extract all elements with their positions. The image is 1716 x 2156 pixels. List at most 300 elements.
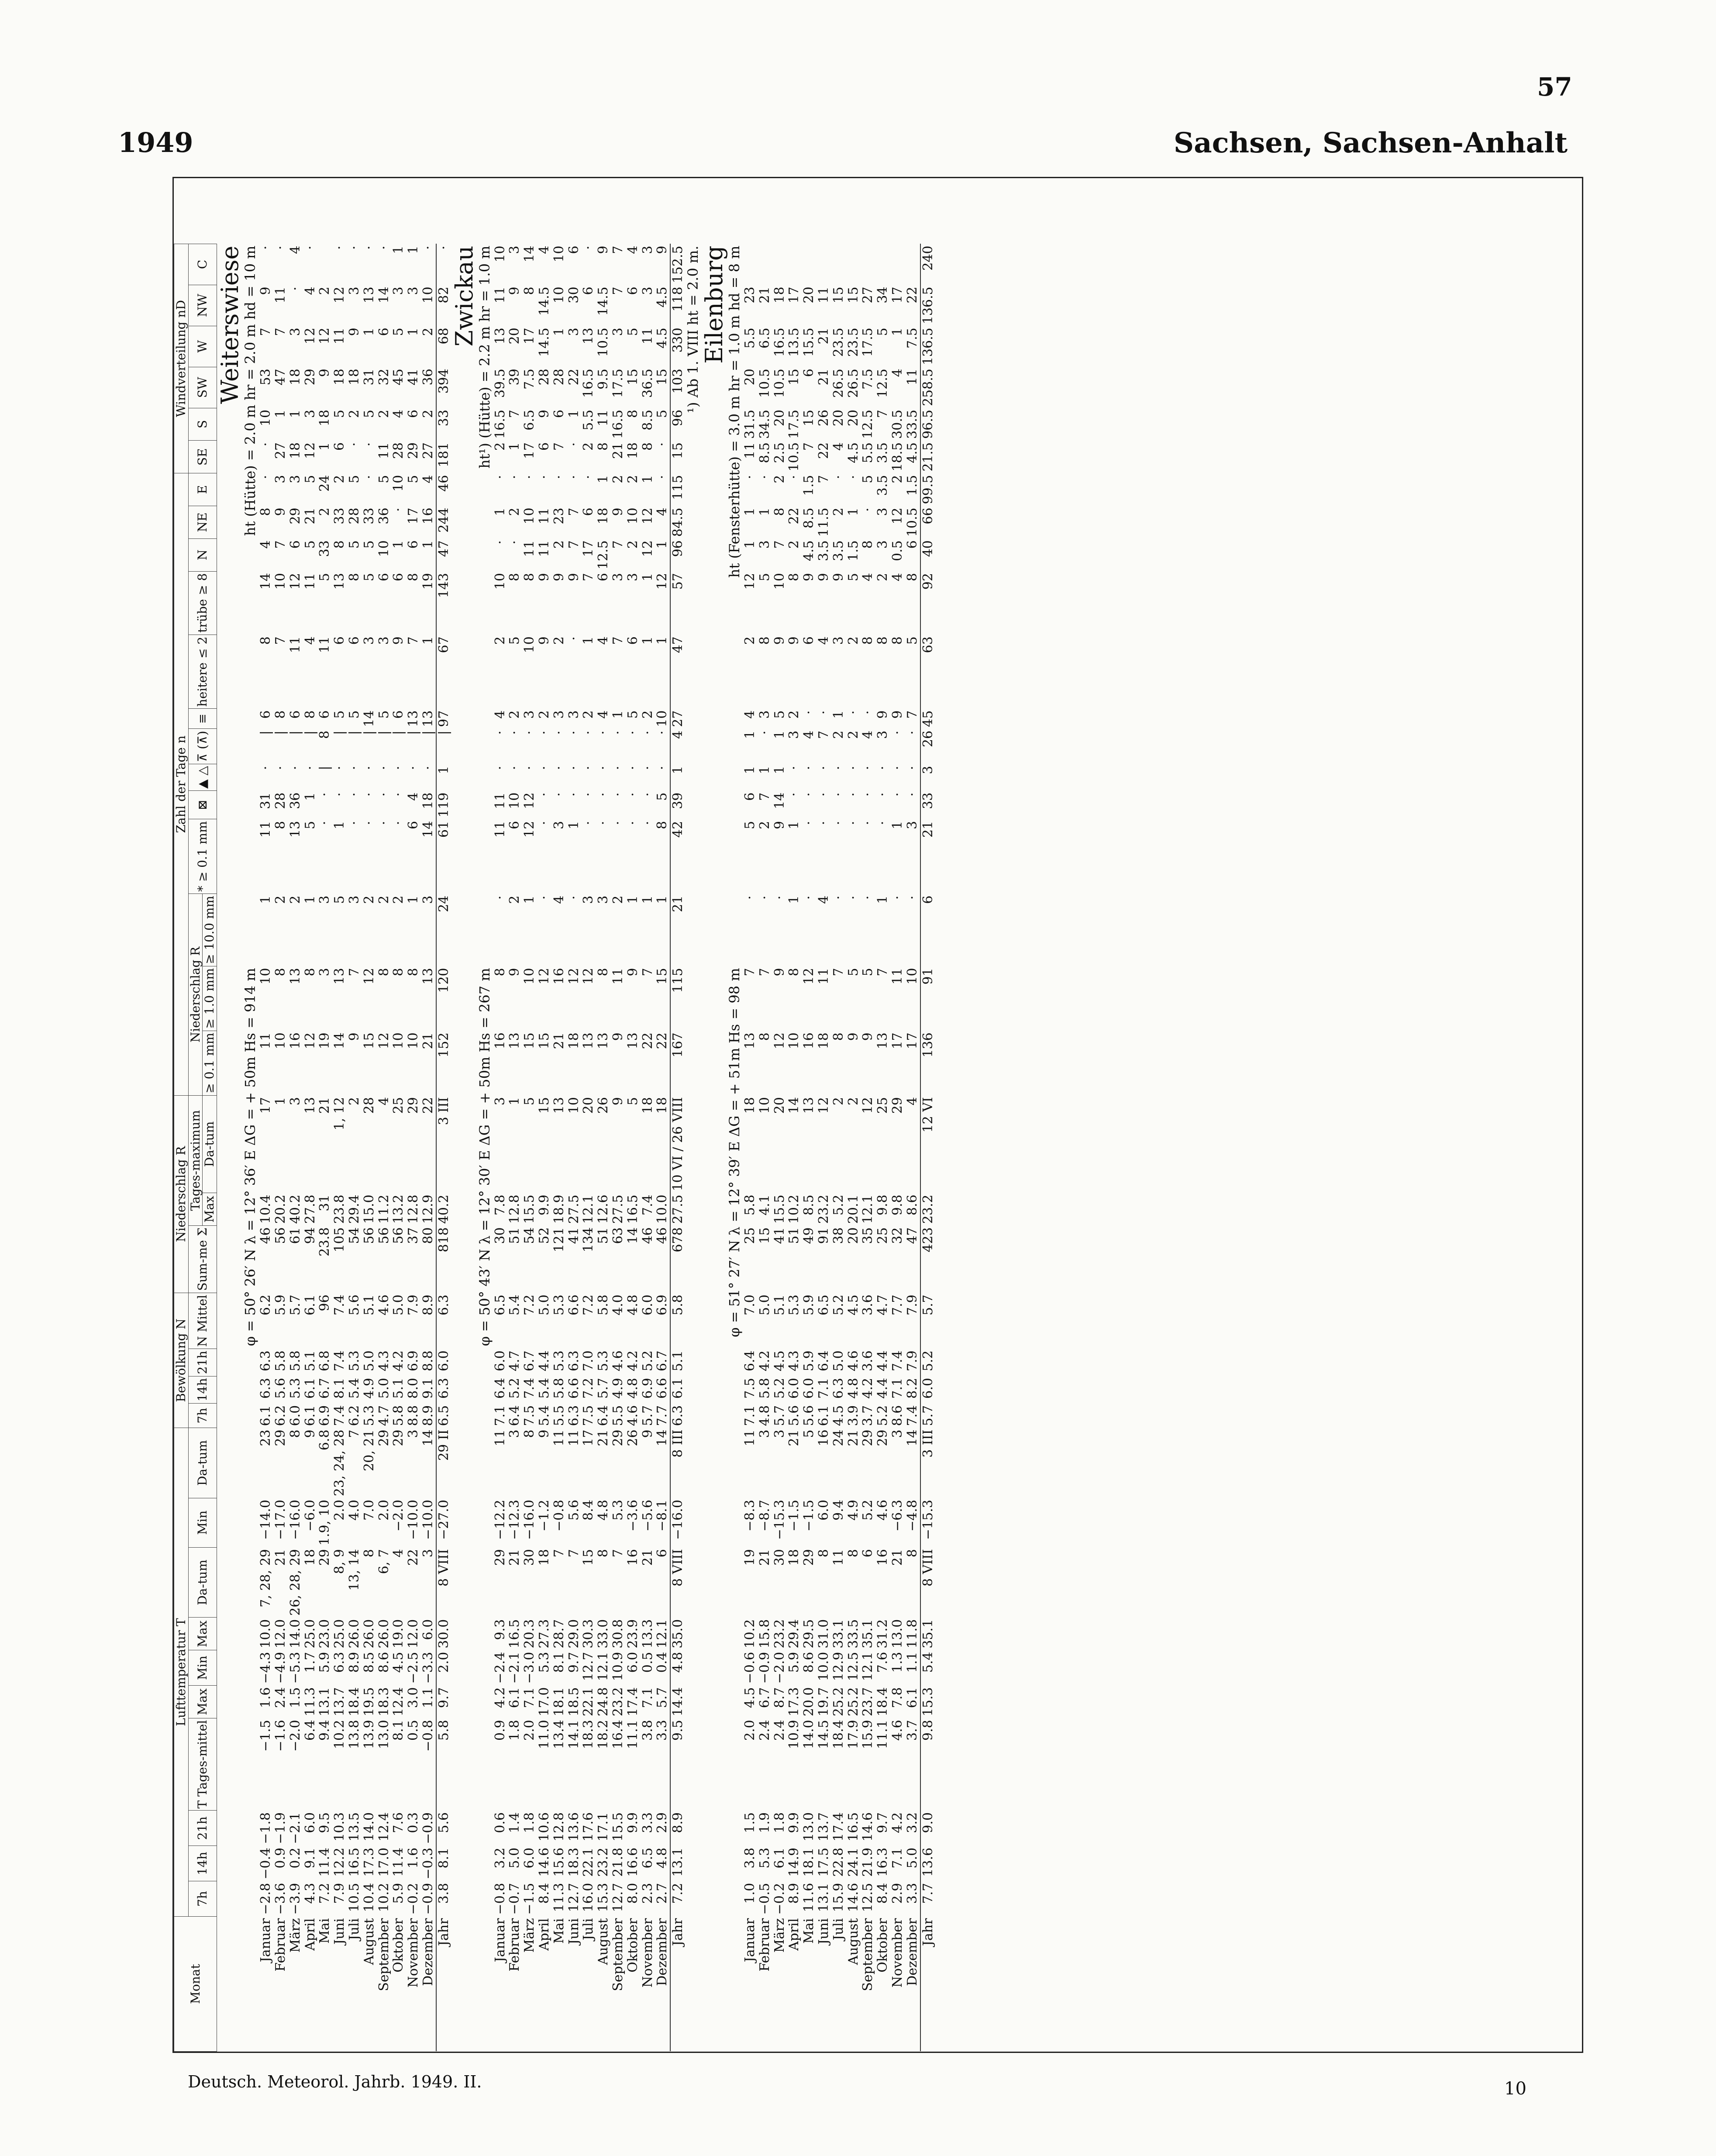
- table-cell: 16: [420, 507, 436, 524]
- table-cell: ·: [786, 792, 802, 797]
- table-cell: 13: [551, 1097, 567, 1114]
- station-params: φ = 50° 43′ N λ = 12° 30′ E ΔG = + 50m Hs = 267 m: [476, 968, 493, 1346]
- table-cell: 29: [391, 1429, 407, 1446]
- table-cell: 4: [830, 442, 846, 451]
- table-cell: 5.1: [361, 1294, 377, 1316]
- table-cell: 4.5: [845, 442, 861, 463]
- col-n21: 21h: [188, 1349, 217, 1376]
- table-cell: 5.0: [361, 1350, 377, 1372]
- table-cell: 2: [610, 475, 626, 483]
- table-cell: −15.3: [772, 1500, 787, 1540]
- table-row: [655, 244, 670, 2051]
- table-cell: 3: [551, 710, 567, 719]
- table-cell: 26, 28, 29: [287, 1549, 303, 1616]
- table-cell: 20: [772, 410, 787, 427]
- table-cell: |: [391, 730, 407, 735]
- month-label: April: [537, 1918, 552, 1951]
- table-cell: 181: [436, 441, 451, 473]
- table-cell: 4.3: [786, 1350, 802, 1372]
- table-cell: 12 VI: [920, 1095, 936, 1193]
- table-cell: −17.0: [272, 1500, 288, 1540]
- table-cell: 2: [845, 636, 861, 645]
- table-cell: 8.9: [420, 1405, 436, 1426]
- table-cell: 14: [332, 1032, 348, 1049]
- table-cell: 2.0: [376, 1500, 392, 1521]
- table-cell: 0.6: [492, 1812, 508, 1833]
- table-cell: |: [258, 730, 274, 735]
- table-cell: 5: [860, 968, 876, 976]
- table-cell: 11: [610, 968, 626, 985]
- table-cell: ·: [537, 821, 552, 825]
- table-cell: 4.5: [742, 1687, 758, 1708]
- table-cell: 3: [420, 1549, 436, 1558]
- table-cell: 5: [302, 540, 318, 549]
- table-cell: 13.6: [566, 1812, 582, 1842]
- table-cell: 10: [522, 636, 538, 653]
- table-cell: 6.8: [317, 1350, 333, 1372]
- table-cell: 10.2: [786, 1194, 802, 1224]
- group-wind: [174, 244, 189, 473]
- table-cell: 17.5: [610, 369, 626, 398]
- table-cell: ·: [346, 245, 362, 250]
- table-cell: 1: [742, 766, 758, 774]
- table-cell: ·: [890, 895, 906, 900]
- table-cell: 3.8: [640, 1720, 655, 1741]
- table-cell: 8: [272, 968, 288, 976]
- table-row: [875, 244, 890, 2051]
- table-cell: 1: [391, 540, 407, 549]
- table-cell: 17: [890, 286, 906, 304]
- table-cell: 4.6: [875, 1500, 891, 1521]
- table-cell: 4.4: [875, 1350, 891, 1372]
- table-cell: 15.9: [860, 1720, 876, 1749]
- table-cell: 37: [406, 1227, 421, 1244]
- table-cell: 3.2: [492, 1847, 508, 1869]
- table-cell: 21.5: [920, 441, 936, 473]
- table-cell: ·: [860, 895, 876, 900]
- table-cell: 10: [391, 475, 407, 492]
- section-title: Zwickau: [450, 245, 478, 347]
- month-label: Dezember: [655, 1918, 670, 1986]
- table-cell: 26: [920, 729, 936, 764]
- table-cell: ·: [655, 730, 670, 735]
- table-cell: −14.0: [258, 1500, 274, 1540]
- table-cell: 40: [920, 538, 936, 571]
- table-cell: −1.2: [537, 1500, 552, 1532]
- table-cell: 8: [596, 1549, 611, 1558]
- table-cell: 12: [801, 968, 817, 985]
- table-cell: 18: [655, 1097, 670, 1114]
- table-cell: 13: [581, 328, 596, 345]
- table-cell: 27: [670, 709, 686, 729]
- table-cell: 7: [507, 410, 523, 418]
- table-cell: 24: [436, 894, 451, 966]
- table-cell: 13: [287, 821, 303, 838]
- table-cell: 25: [742, 1227, 758, 1244]
- table-cell: 6: [376, 573, 392, 582]
- table-cell: 9: [610, 1097, 626, 1106]
- table-cell: 4: [420, 475, 436, 483]
- table-cell: 6.4: [816, 1350, 832, 1372]
- table-cell: 5.2: [875, 1405, 891, 1426]
- table-cell: 7.1: [522, 1687, 538, 1708]
- table-cell: 39: [670, 791, 686, 819]
- table-cell: 18: [420, 792, 436, 809]
- table-cell: 10.6: [537, 1812, 552, 1842]
- table-cell: 7.2: [522, 1294, 538, 1316]
- table-cell: 12.5: [860, 1883, 876, 1912]
- table-cell: 6: [742, 792, 758, 801]
- table-cell: 21: [272, 1549, 288, 1566]
- table-cell: 7: [581, 573, 596, 582]
- table-cell: 3.7: [904, 1720, 920, 1741]
- table-cell: 6: [904, 540, 920, 549]
- table-cell: 15: [581, 1549, 596, 1566]
- table-cell: ·: [860, 766, 876, 770]
- table-row: [317, 244, 332, 2051]
- table-cell: ·: [625, 730, 641, 735]
- table-cell: 1.1: [420, 1687, 436, 1708]
- table-cell: 14.4: [670, 1685, 686, 1718]
- table-cell: 3: [507, 245, 523, 254]
- table-cell: 0.5: [890, 540, 906, 561]
- table-cell: 7.2: [670, 1881, 686, 1917]
- table-cell: 16.5: [492, 410, 508, 439]
- col-tmax-max: Max: [203, 1193, 217, 1226]
- table-cell: ·: [492, 475, 508, 479]
- table-cell: 2.0: [742, 1720, 758, 1741]
- table-cell: 30: [492, 1227, 508, 1244]
- table-cell: 105: [332, 1227, 348, 1252]
- table-cell: 3.5: [816, 540, 832, 561]
- table-cell: ·: [391, 821, 407, 825]
- table-cell: 118: [670, 285, 686, 326]
- table-cell: 14.5: [537, 328, 552, 357]
- table-cell: 5.5: [551, 1405, 567, 1426]
- table-cell: 11: [742, 442, 758, 459]
- table-cell: 28: [551, 369, 567, 386]
- table-cell: 9.9: [625, 1812, 641, 1833]
- month-label: September: [376, 1918, 392, 1991]
- table-cell: 12: [816, 1097, 832, 1114]
- table-cell: 13: [492, 328, 508, 345]
- table-cell: 10: [391, 1032, 407, 1049]
- table-cell: 14: [655, 1429, 670, 1446]
- table-cell: 15: [655, 369, 670, 386]
- table-cell: 5.3: [757, 1847, 772, 1869]
- col-tmax-datum: Da-tum: [203, 1095, 217, 1193]
- table-cell: 11: [492, 1429, 508, 1446]
- table-cell: 21: [757, 1549, 772, 1566]
- table-cell: 2: [772, 475, 787, 483]
- table-cell: 11: [566, 1429, 582, 1446]
- table-cell: 5.6: [566, 1500, 582, 1521]
- table-cell: −0.9: [757, 1652, 772, 1684]
- table-cell: ·: [830, 475, 846, 479]
- table-cell: 8.7: [772, 1687, 787, 1708]
- table-row: [391, 244, 406, 2051]
- table-cell: 8: [317, 730, 333, 739]
- table-cell: 3: [610, 573, 626, 582]
- table-cell: 3: [522, 710, 538, 719]
- col-h7: 7h: [188, 1881, 217, 1917]
- table-cell: −0.9: [420, 1812, 436, 1844]
- table-cell: 9: [537, 573, 552, 582]
- table-cell: 6: [625, 636, 641, 645]
- table-cell: 4: [551, 895, 567, 904]
- table-cell: 46: [436, 473, 451, 506]
- table-cell: ·: [596, 821, 611, 825]
- table-cell: 7: [406, 636, 421, 645]
- table-cell: 5.3: [786, 1294, 802, 1316]
- table-cell: 5.3: [287, 1378, 303, 1399]
- table-cell: 33.5: [904, 410, 920, 439]
- table-cell: ·: [757, 895, 772, 900]
- table-cell: 12.9: [420, 1194, 436, 1224]
- table-cell: 9: [875, 710, 891, 719]
- table-cell: 11.3: [302, 1687, 318, 1717]
- table-cell: 12.8: [406, 1194, 421, 1224]
- table-cell: 31: [361, 369, 377, 386]
- table-cell: 14: [904, 1429, 920, 1446]
- table-cell: 6: [507, 821, 523, 829]
- table-cell: 8: [596, 442, 611, 451]
- table-cell: 1.5: [904, 475, 920, 496]
- table-cell: 10.4: [258, 1194, 274, 1224]
- table-cell: 14: [625, 1227, 641, 1244]
- table-cell: 1.7: [302, 1652, 318, 1673]
- table-cell: 11: [551, 1429, 567, 1446]
- table-cell: 7.6: [391, 1812, 407, 1833]
- table-cell: 1.5: [742, 1812, 758, 1833]
- table-cell: 45: [391, 369, 407, 386]
- table-cell: 6: [920, 894, 936, 966]
- table-cell: 6.5: [640, 1847, 655, 1869]
- table-cell: ·: [566, 766, 582, 770]
- table-cell: 13: [581, 1032, 596, 1049]
- table-cell: 12.4: [376, 1812, 392, 1842]
- table-cell: 10.2: [742, 1619, 758, 1649]
- table-cell: 17: [258, 1097, 274, 1114]
- table-cell: 1.5: [845, 540, 861, 561]
- table-cell: 15: [786, 369, 802, 386]
- table-cell: 7.5: [742, 1378, 758, 1399]
- table-cell: 18: [287, 369, 303, 386]
- table-cell: 1.8: [522, 1812, 538, 1833]
- group-nied-label: Niederschlag: [174, 1159, 188, 1242]
- table-cell: 20.3: [522, 1619, 538, 1649]
- table-cell: 33: [436, 408, 451, 441]
- table-cell: 8.0: [625, 1883, 641, 1904]
- table-cell: ·: [376, 245, 392, 250]
- table-cell: 19: [317, 1032, 333, 1049]
- table-cell: ·: [332, 245, 348, 250]
- table-cell: 18: [772, 286, 787, 304]
- table-cell: 5: [625, 328, 641, 336]
- table-cell: 14: [361, 710, 377, 727]
- table-cell: ·: [640, 821, 655, 825]
- table-cell: 7.0: [361, 1500, 377, 1521]
- table-cell: 7: [272, 328, 288, 336]
- table-cell: 4.6: [845, 1350, 861, 1372]
- table-row: [817, 244, 831, 2051]
- month-label: Februar: [507, 1918, 523, 1972]
- table-cell: 15: [361, 1032, 377, 1049]
- table-cell: 1: [786, 821, 802, 829]
- table-cell: 9: [860, 1032, 876, 1041]
- table-cell: 12.0: [406, 1619, 421, 1649]
- table-cell: 18.3: [376, 1687, 392, 1717]
- table-cell: 5.9: [272, 1294, 288, 1316]
- table-cell: 5.4: [507, 1294, 523, 1316]
- table-cell: 1: [566, 410, 582, 418]
- table-cell: 6.3: [258, 1378, 274, 1399]
- table-cell: 26.5: [830, 369, 846, 398]
- table-cell: 330: [670, 326, 686, 367]
- table-cell: 5.1: [302, 1350, 318, 1372]
- table-cell: −8.3: [742, 1500, 758, 1532]
- table-cell: 5.0: [830, 1350, 846, 1372]
- table-cell: 47: [904, 1227, 920, 1244]
- table-cell: 4: [742, 710, 758, 719]
- table-cell: 10.5: [757, 369, 772, 398]
- table-cell: 13: [596, 1032, 611, 1049]
- table-cell: 96: [317, 1294, 333, 1311]
- table-cell: 10.2: [332, 1720, 348, 1749]
- table-cell: 8: [287, 1429, 303, 1438]
- table-cell: 6.0: [302, 1812, 318, 1833]
- table-cell: 8: [860, 540, 876, 549]
- table-cell: 13: [625, 1032, 641, 1049]
- table-cell: 9: [346, 328, 362, 336]
- table-cell: 1: [272, 410, 288, 418]
- table-cell: |: [376, 730, 392, 735]
- table-cell: 5: [361, 410, 377, 418]
- table-cell: 19: [420, 573, 436, 590]
- table-cell: 21: [786, 1429, 802, 1446]
- table-cell: 12: [302, 1032, 318, 1049]
- table-cell: 11: [492, 821, 508, 838]
- table-cell: 5.5: [860, 442, 876, 463]
- footer-sheet: 10: [1504, 2079, 1526, 2099]
- table-cell: 31: [258, 792, 274, 809]
- table-cell: 2: [287, 895, 303, 904]
- section-title: Weiterswiese: [216, 245, 244, 404]
- table-cell: 7.1: [742, 1405, 758, 1426]
- table-cell: 1: [507, 1097, 523, 1106]
- table-cell: 8: [302, 710, 318, 719]
- table-cell: ·: [566, 636, 582, 641]
- table-cell: 7.4: [890, 1350, 906, 1372]
- table-cell: 23.2: [816, 1194, 832, 1224]
- table-cell: 26.0: [361, 1619, 377, 1649]
- table-cell: 7.8: [492, 1194, 508, 1216]
- table-cell: 23.2: [596, 1847, 611, 1877]
- table-cell: 10.5: [596, 328, 611, 357]
- table-cell: 8.1: [391, 1720, 407, 1741]
- table-cell: 7: [258, 328, 274, 336]
- table-cell: 17.5: [860, 328, 876, 357]
- table-cell: ·: [551, 792, 567, 797]
- table-cell: ·: [346, 442, 362, 447]
- table-cell: 3: [875, 730, 891, 739]
- table-cell: 8: [904, 573, 920, 582]
- table-cell: ·: [860, 792, 876, 797]
- table-cell: 22: [640, 1032, 655, 1049]
- table-cell: 5: [655, 410, 670, 418]
- table-cell: 2: [361, 895, 377, 904]
- table-cell: 5: [376, 710, 392, 719]
- table-cell: 6: [258, 710, 274, 719]
- table-cell: 13: [420, 710, 436, 727]
- table-cell: 14.0: [361, 1812, 377, 1842]
- table-cell: 1: [581, 636, 596, 645]
- table-cell: 3: [890, 1429, 906, 1438]
- table-cell: 4.9: [610, 1378, 626, 1399]
- table-cell: 8: [816, 1549, 832, 1558]
- table-cell: 15: [625, 369, 641, 386]
- table-cell: 1: [757, 766, 772, 774]
- table-cell: 15: [537, 1097, 552, 1114]
- table-cell: −1.5: [258, 1720, 274, 1752]
- table-cell: −10.0: [406, 1500, 421, 1540]
- table-cell: 9.0: [920, 1811, 936, 1846]
- table-cell: 5.9: [801, 1294, 817, 1316]
- table-cell: 8.9: [346, 1652, 362, 1673]
- table-cell: 5.0: [757, 1294, 772, 1316]
- table-cell: 1: [640, 636, 655, 645]
- table-cell: 14.5: [537, 286, 552, 316]
- table-cell: 3: [317, 968, 333, 976]
- table-cell: 5: [904, 636, 920, 645]
- table-row: [743, 244, 758, 2051]
- table-cell: 97: [436, 709, 451, 729]
- table-cell: 6.0: [640, 1294, 655, 1316]
- table-cell: ·: [860, 710, 876, 715]
- table-cell: 8: [772, 507, 787, 516]
- table-cell: 3: [287, 328, 303, 336]
- table-cell: ·: [816, 821, 832, 825]
- table-cell: 16.0: [581, 1883, 596, 1912]
- table-cell: 2: [537, 710, 552, 719]
- table-cell: ·: [537, 766, 552, 770]
- table-cell: 5: [302, 821, 318, 829]
- table-cell: 11: [596, 410, 611, 427]
- month-label: Januar: [492, 1918, 508, 1963]
- table-row: [507, 244, 522, 2051]
- table-cell: 21: [640, 1549, 655, 1566]
- table-cell: 13.1: [670, 1846, 686, 1881]
- table-cell: 22: [904, 286, 920, 304]
- table-cell: 136.5: [920, 326, 936, 367]
- table-cell: ·: [610, 730, 626, 735]
- table-cell: 5.8: [551, 1378, 567, 1399]
- table-cell: 2.5: [772, 442, 787, 463]
- table-cell: 4.2: [757, 1350, 772, 1372]
- table-cell: 18: [537, 1549, 552, 1566]
- table-cell: 8.6: [376, 1652, 392, 1673]
- table-cell: 5: [346, 475, 362, 483]
- table-cell: 17: [522, 328, 538, 345]
- table-cell: 9: [391, 636, 407, 645]
- table-cell: 5: [655, 792, 670, 801]
- col-wSW: SW: [188, 367, 217, 408]
- table-cell: −2.5: [406, 1652, 421, 1684]
- table-cell: 11: [904, 369, 920, 386]
- table-cell: 67: [436, 635, 451, 708]
- month-label: Juni: [566, 1918, 582, 1945]
- table-cell: ·: [801, 766, 817, 770]
